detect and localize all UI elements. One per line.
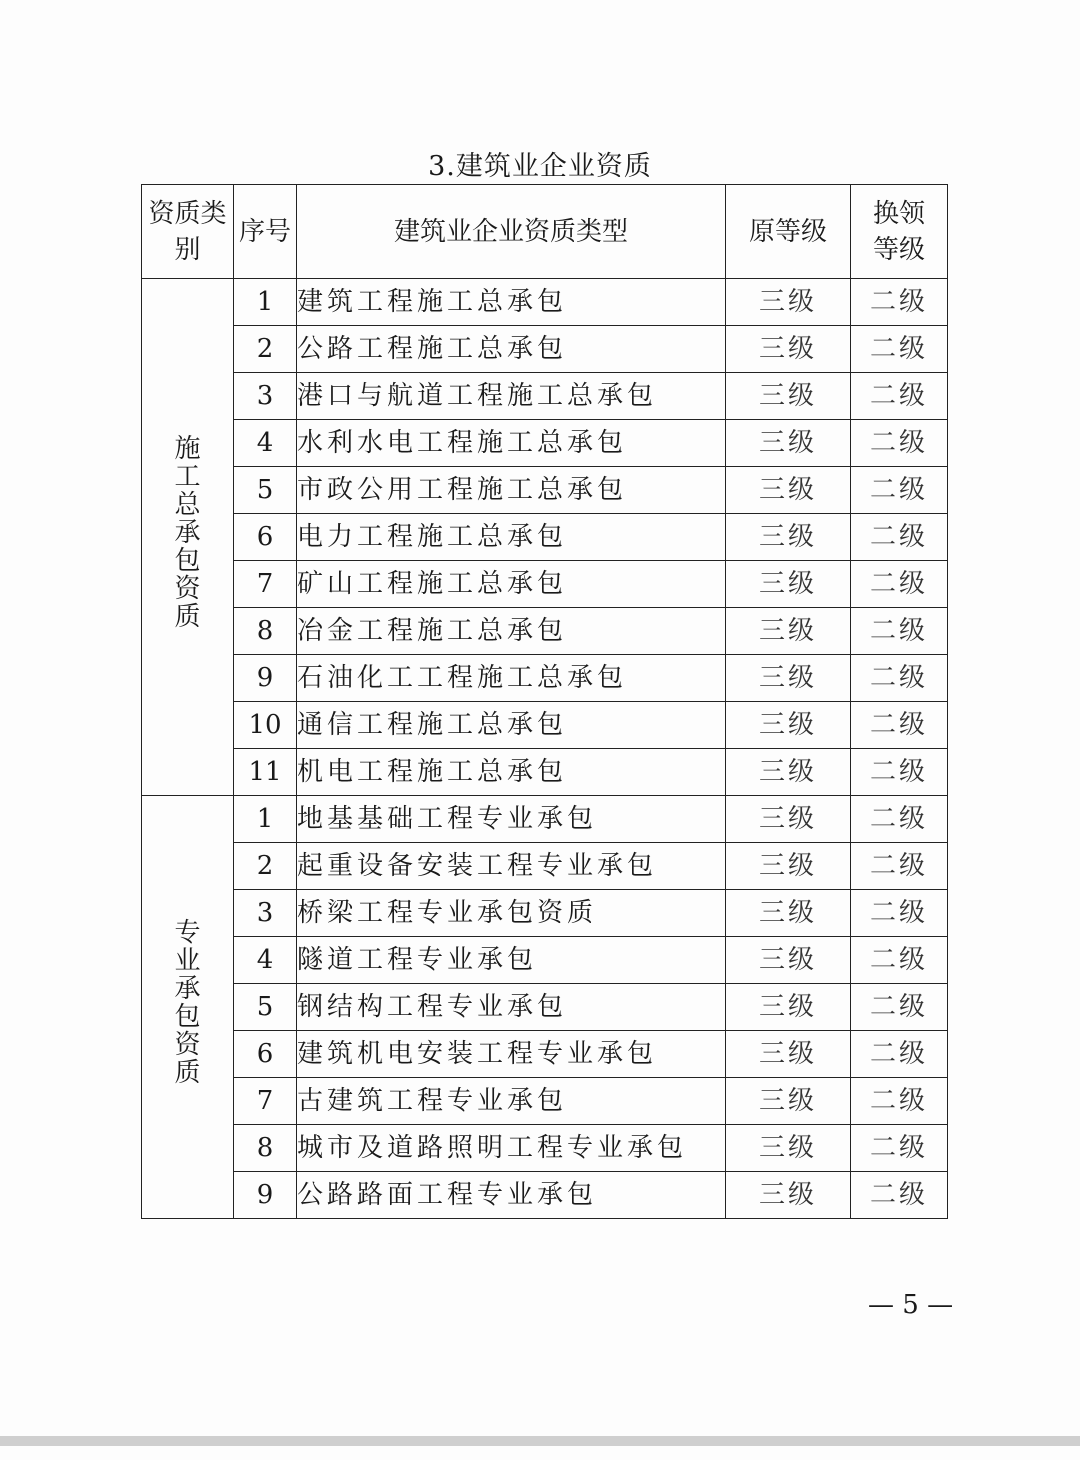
new-level: 二级 bbox=[851, 984, 948, 1031]
category-label: 施工总承包资质 bbox=[174, 433, 201, 632]
qualification-type: 建筑机电安装工程专业承包 bbox=[297, 1031, 726, 1078]
page-title: 3.建筑业企业资质 bbox=[428, 151, 652, 182]
header-category: 资质类别 bbox=[142, 185, 234, 279]
table-row bbox=[142, 1172, 948, 1219]
new-level: 二级 bbox=[851, 702, 948, 749]
qualification-type: 冶金工程施工总承包 bbox=[297, 608, 726, 655]
table-row bbox=[142, 984, 948, 1031]
original-level: 三级 bbox=[726, 655, 851, 702]
row-number: 7 bbox=[234, 561, 297, 608]
table-row bbox=[142, 937, 948, 984]
bottom-divider bbox=[0, 1436, 1080, 1446]
qualification-type: 起重设备安装工程专业承包 bbox=[297, 843, 726, 890]
row-number: 6 bbox=[234, 514, 297, 561]
row-number: 4 bbox=[234, 937, 297, 984]
new-level: 二级 bbox=[851, 1172, 948, 1219]
original-level: 三级 bbox=[726, 561, 851, 608]
new-level: 二级 bbox=[851, 1078, 948, 1125]
original-level: 三级 bbox=[726, 1078, 851, 1125]
new-level: 二级 bbox=[851, 749, 948, 796]
qualification-type: 石油化工工程施工总承包 bbox=[297, 655, 726, 702]
new-level: 二级 bbox=[851, 655, 948, 702]
qualification-type: 隧道工程专业承包 bbox=[297, 937, 726, 984]
new-level: 二级 bbox=[851, 937, 948, 984]
new-level: 二级 bbox=[851, 279, 948, 326]
new-level: 二级 bbox=[851, 514, 948, 561]
original-level: 三级 bbox=[726, 890, 851, 937]
qualification-type: 矿山工程施工总承包 bbox=[297, 561, 726, 608]
original-level: 三级 bbox=[726, 608, 851, 655]
category-cell bbox=[142, 279, 234, 796]
table-row bbox=[142, 373, 948, 420]
original-level: 三级 bbox=[726, 984, 851, 1031]
row-number: 4 bbox=[234, 420, 297, 467]
qualification-type: 港口与航道工程施工总承包 bbox=[297, 373, 726, 420]
header-type: 建筑业企业资质类型 bbox=[297, 185, 726, 279]
table-row bbox=[142, 279, 948, 326]
header-original-level: 原等级 bbox=[726, 185, 851, 279]
row-number: 10 bbox=[234, 702, 297, 749]
original-level: 三级 bbox=[726, 843, 851, 890]
table-row bbox=[142, 420, 948, 467]
original-level: 三级 bbox=[726, 326, 851, 373]
row-number: 7 bbox=[234, 1078, 297, 1125]
row-number: 8 bbox=[234, 1125, 297, 1172]
new-level: 二级 bbox=[851, 373, 948, 420]
new-level: 二级 bbox=[851, 843, 948, 890]
qualification-type: 桥梁工程专业承包资质 bbox=[297, 890, 726, 937]
row-number: 11 bbox=[234, 749, 297, 796]
table-row bbox=[142, 514, 948, 561]
qualification-type: 通信工程施工总承包 bbox=[297, 702, 726, 749]
original-level: 三级 bbox=[726, 373, 851, 420]
table-header-row bbox=[142, 185, 948, 279]
new-level: 二级 bbox=[851, 420, 948, 467]
qualification-type: 公路路面工程专业承包 bbox=[297, 1172, 726, 1219]
qualification-type: 公路工程施工总承包 bbox=[297, 326, 726, 373]
table-row bbox=[142, 749, 948, 796]
table-row bbox=[142, 561, 948, 608]
qualification-type: 古建筑工程专业承包 bbox=[297, 1078, 726, 1125]
new-level: 二级 bbox=[851, 796, 948, 843]
header-new-level: 换领等级 bbox=[851, 185, 948, 279]
qualification-type: 建筑工程施工总承包 bbox=[297, 279, 726, 326]
original-level: 三级 bbox=[726, 514, 851, 561]
original-level: 三级 bbox=[726, 702, 851, 749]
new-level: 二级 bbox=[851, 467, 948, 514]
new-level: 二级 bbox=[851, 608, 948, 655]
row-number: 5 bbox=[234, 984, 297, 1031]
header-seq: 序号 bbox=[234, 185, 297, 279]
row-number: 3 bbox=[234, 373, 297, 420]
qualification-type: 机电工程施工总承包 bbox=[297, 749, 726, 796]
original-level: 三级 bbox=[726, 1172, 851, 1219]
category-label: 专业承包资质 bbox=[174, 917, 201, 1088]
table-row bbox=[142, 796, 948, 843]
new-level: 二级 bbox=[851, 1031, 948, 1078]
qualification-type: 电力工程施工总承包 bbox=[297, 514, 726, 561]
table-row bbox=[142, 1031, 948, 1078]
original-level: 三级 bbox=[726, 420, 851, 467]
new-level: 二级 bbox=[851, 1125, 948, 1172]
table-row bbox=[142, 655, 948, 702]
row-number: 2 bbox=[234, 843, 297, 890]
row-number: 6 bbox=[234, 1031, 297, 1078]
table-row bbox=[142, 843, 948, 890]
row-number: 3 bbox=[234, 890, 297, 937]
qualification-type: 地基基础工程专业承包 bbox=[297, 796, 726, 843]
table-row bbox=[142, 326, 948, 373]
table-row bbox=[142, 1078, 948, 1125]
row-number: 1 bbox=[234, 796, 297, 843]
qualification-type: 市政公用工程施工总承包 bbox=[297, 467, 726, 514]
new-level: 二级 bbox=[851, 326, 948, 373]
qualification-table bbox=[141, 184, 948, 1219]
new-level: 二级 bbox=[851, 890, 948, 937]
table-row bbox=[142, 467, 948, 514]
qualification-type: 水利水电工程施工总承包 bbox=[297, 420, 726, 467]
row-number: 5 bbox=[234, 467, 297, 514]
original-level: 三级 bbox=[726, 937, 851, 984]
row-number: 8 bbox=[234, 608, 297, 655]
table-row bbox=[142, 1125, 948, 1172]
category-cell bbox=[142, 796, 234, 1219]
original-level: 三级 bbox=[726, 796, 851, 843]
page-number: — 5 — bbox=[868, 1290, 954, 1320]
original-level: 三级 bbox=[726, 1031, 851, 1078]
new-level: 二级 bbox=[851, 561, 948, 608]
original-level: 三级 bbox=[726, 279, 851, 326]
table-body bbox=[142, 279, 948, 1219]
row-number: 9 bbox=[234, 1172, 297, 1219]
qualification-type: 钢结构工程专业承包 bbox=[297, 984, 726, 1031]
row-number: 2 bbox=[234, 326, 297, 373]
row-number: 1 bbox=[234, 279, 297, 326]
table-row bbox=[142, 608, 948, 655]
row-number: 9 bbox=[234, 655, 297, 702]
original-level: 三级 bbox=[726, 467, 851, 514]
original-level: 三级 bbox=[726, 749, 851, 796]
qualification-type: 城市及道路照明工程专业承包 bbox=[297, 1125, 726, 1172]
table-row bbox=[142, 702, 948, 749]
table-row bbox=[142, 890, 948, 937]
original-level: 三级 bbox=[726, 1125, 851, 1172]
